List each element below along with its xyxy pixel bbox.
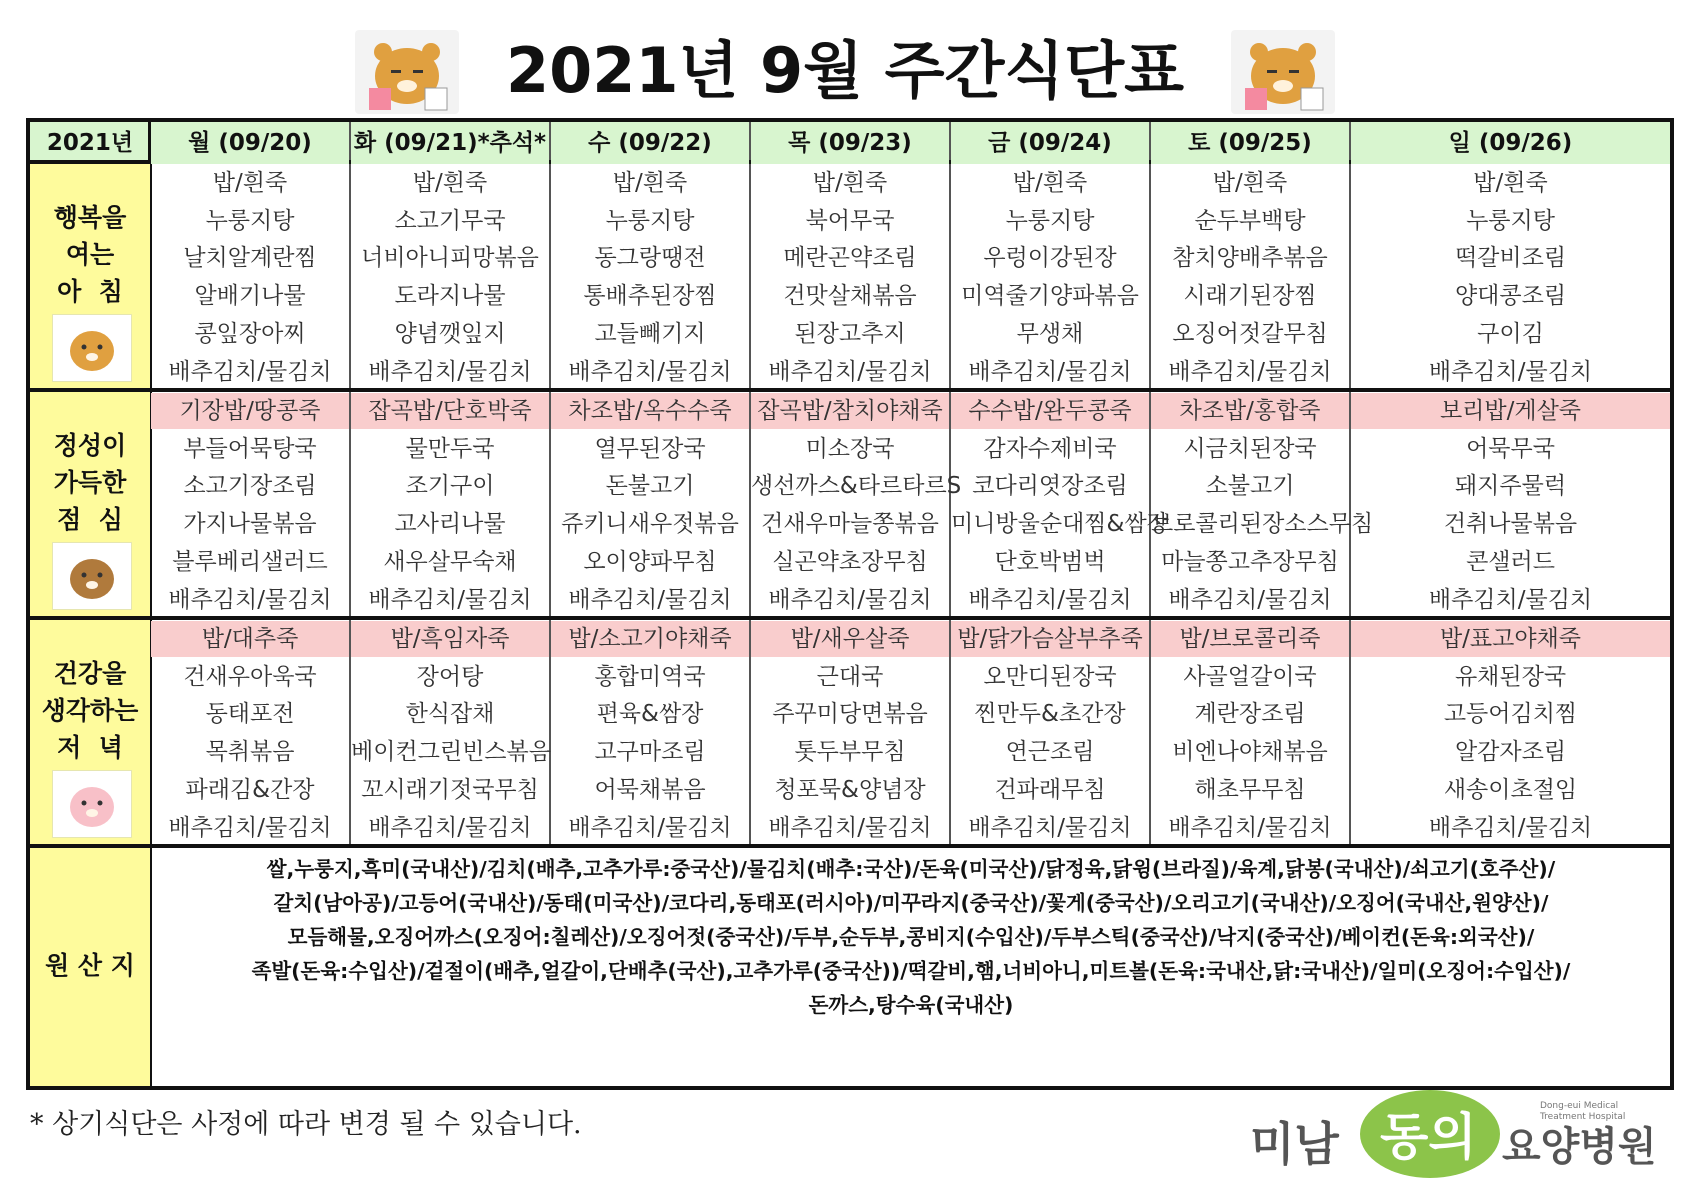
menu-item: 미니방울순대찜&쌈장 — [951, 511, 1169, 538]
menu-item: 마늘쫑고추장무침 — [1161, 548, 1339, 575]
menu-item: 어묵채볶음 — [594, 776, 706, 803]
menu-item: 알배기나물 — [194, 283, 306, 310]
header-day: 수 (09/22) — [551, 122, 749, 164]
menu-item: 블루베리샐러드 — [172, 548, 328, 575]
menu-item: 배추김치/물김치 — [968, 358, 1132, 385]
menu-item: 소고기무국 — [394, 207, 506, 234]
menu-item: 양대콩조림 — [1454, 283, 1567, 310]
menu-item: 어묵무국 — [1466, 435, 1555, 462]
menu-item: 미역줄기양파볶음 — [961, 283, 1139, 310]
menu-item: 배추김치/물김치 — [168, 814, 332, 841]
menu-item: 배추김치/물김치 — [368, 586, 532, 613]
menu-item: 계란장조림 — [1194, 701, 1306, 728]
menu-item: 고등어김치찜 — [1443, 701, 1578, 728]
menu-item: 잡곡밥/단호박죽 — [351, 393, 549, 429]
menu-item: 도라지나물 — [394, 283, 506, 310]
menu-item: 콘샐러드 — [1466, 548, 1555, 575]
menu-item: 밥/브로콜리죽 — [1151, 621, 1349, 657]
meal-label-line: 여는 — [65, 240, 115, 269]
menu-item: 수수밥/완두콩죽 — [951, 393, 1149, 429]
menu-item: 동태포전 — [205, 701, 295, 728]
menu-item: 목취볶음 — [205, 739, 295, 766]
weekly-menu-table — [26, 118, 1674, 1090]
menu-item: 누룽지탕 — [1466, 207, 1555, 234]
menu-item: 알감자조림 — [1454, 739, 1567, 766]
origin-label — [30, 848, 150, 1086]
menu-item: 근대국 — [816, 663, 884, 690]
meal-label — [30, 620, 150, 844]
menu-item: 밥/흰죽 — [1012, 170, 1088, 196]
ryan-character-icon — [1231, 30, 1335, 114]
origin-label-text: 원 산 지 — [45, 951, 135, 980]
menu-item: 배추김치/물김치 — [168, 358, 332, 385]
hospital-logo — [1240, 1082, 1670, 1182]
menu-item: 밥/흰죽 — [612, 170, 688, 196]
logo-text-left: 미남 — [1250, 1117, 1339, 1171]
origin-line: 쌀,누룽지,흑미(국내산)/김치(배추,고추가루:중국산)/물김치(배추:국산)/돈육(미국산)/닭정육,닭윙(브라질)/육계,닭봉(국내산)/쇠고기(호주산)/ — [266, 857, 1556, 881]
menu-item: 돼지주물럭 — [1454, 473, 1567, 500]
menu-item: 순두부백탕 — [1194, 207, 1306, 234]
header-day: 일 (09/26) — [1351, 122, 1670, 164]
menu-item: 톳두부무침 — [794, 739, 906, 766]
frodo-dog-icon — [52, 542, 132, 610]
menu-item: 차조밥/옥수수죽 — [551, 393, 749, 429]
menu-item: 밥/흰죽 — [1473, 170, 1548, 196]
menu-item: 배추김치/물김치 — [768, 586, 932, 613]
meal-label-line: 건강을 — [53, 659, 127, 688]
menu-item: 소불고기 — [1205, 473, 1295, 500]
origin-line: 갈치(남아공)/고등어(국내산)/동태(미국산)/코다리,동태포(러시아)/미꾸라지(중국산)/꽃게(중국산)/오리고기(국내산)/오징어(국내산,원양산)/ — [273, 891, 1549, 915]
menu-item: 배추김치/물김치 — [768, 814, 932, 841]
menu-item: 건새우아욱국 — [183, 663, 317, 690]
menu-item: 배추김치/물김치 — [168, 586, 332, 613]
menu-item: 밥/대추죽 — [151, 621, 349, 657]
menu-item: 배추김치/물김치 — [968, 586, 1132, 613]
logo-sub1: Dong-eui Medical — [1540, 1101, 1619, 1111]
menu-item: 편육&쌈장 — [596, 701, 704, 728]
menu-item: 시래기된장찜 — [1183, 283, 1317, 310]
menu-item: 열무된장국 — [594, 435, 706, 462]
meal-label-line: 행복을 — [53, 203, 127, 232]
menu-item: 오이양파무침 — [583, 548, 717, 575]
menu-item: 밥/흰죽 — [1212, 170, 1288, 196]
disclaimer-note: * 상기식단은 사정에 따라 변경 될 수 있습니다. — [30, 1109, 582, 1140]
header-corner: 2021년 — [30, 122, 150, 164]
menu-item: 배추김치/물김치 — [568, 586, 732, 613]
menu-item: 통배추된장찜 — [583, 283, 717, 310]
menu-item: 기장밥/땅콩죽 — [151, 393, 349, 429]
menu-item: 무생채 — [1016, 320, 1084, 347]
menu-item: 건파래무침 — [994, 776, 1106, 803]
menu-item: 찐만두&초간장 — [974, 701, 1126, 728]
menu-item: 오만디된장국 — [983, 663, 1117, 690]
logo-text-center: 동의 — [1380, 1108, 1477, 1166]
meal-label-line: 저 녁 — [57, 733, 123, 762]
menu-item: 조기구이 — [405, 473, 495, 500]
menu-item: 배추김치/물김치 — [1428, 586, 1593, 613]
menu-item: 밥/흰죽 — [212, 170, 288, 196]
meal-label-line: 생각하는 — [41, 696, 139, 725]
menu-item: 비엔나야채볶음 — [1172, 739, 1328, 766]
menu-item: 된장고추지 — [794, 320, 906, 347]
menu-item: 밥/표고야채죽 — [1351, 621, 1670, 657]
menu-item: 단호박범벅 — [994, 548, 1106, 575]
menu-item: 밥/흰죽 — [812, 170, 888, 196]
meal-label — [30, 164, 150, 388]
meal-label-line: 아 침 — [57, 277, 123, 306]
menu-item: 밥/소고기야채죽 — [551, 621, 749, 657]
menu-item: 새송이초절임 — [1443, 776, 1578, 803]
menu-item: 새우살무숙채 — [383, 548, 517, 575]
menu-item: 배추김치/물김치 — [568, 358, 732, 385]
menu-item: 꼬시래기젓국무침 — [361, 776, 539, 803]
meal-label — [30, 392, 150, 616]
menu-item: 건맛살채볶음 — [783, 283, 917, 310]
menu-item: 시금치된장국 — [1183, 435, 1317, 462]
menu-item: 감자수제비국 — [983, 435, 1117, 462]
meal-label-line: 점 심 — [57, 505, 123, 534]
menu-item: 밥/닭가슴살부추죽 — [951, 621, 1149, 657]
menu-item: 메란곤약조림 — [783, 245, 917, 272]
menu-item: 배추김치/물김치 — [368, 358, 532, 385]
menu-item: 누룽지탕 — [1005, 207, 1095, 234]
menu-item: 오징어젓갈무침 — [1172, 320, 1328, 347]
menu-item: 밥/흰죽 — [412, 170, 488, 196]
page-title: 2021년 9월 주간식단표 — [505, 34, 1185, 107]
menu-item: 홍합미역국 — [594, 663, 706, 690]
origin-line: 모듬해물,오징어까스(오징어:칠레산)/오징어젓(중국산)/두부,순두부,콩비지(수입산)/두부스틱(중국산)/낙지(중국산)/베이컨(돈육:외국산)/ — [287, 925, 1535, 949]
menu-item: 누룽지탕 — [205, 207, 295, 234]
menu-item: 배추김치/물김치 — [368, 814, 532, 841]
apeach-icon — [52, 770, 132, 838]
menu-item: 연근조림 — [1005, 739, 1095, 766]
menu-item: 돈불고기 — [605, 473, 695, 500]
header-day: 목 (09/23) — [751, 122, 949, 164]
menu-item: 파래김&간장 — [185, 776, 315, 803]
menu-item: 사골얼갈이국 — [1183, 663, 1317, 690]
menu-item: 베이컨그린빈스볶음 — [351, 739, 551, 766]
menu-item: 청포묵&양념장 — [774, 776, 926, 803]
menu-item: 배추김치/물김치 — [1428, 358, 1593, 385]
origin-info — [152, 848, 1670, 1086]
menu-item: 부들어묵탕국 — [183, 435, 317, 462]
origin-line: 족발(돈육:수입산)/겉절이(배추,얼갈이,단배추(국산),고추가루(중국산))/떡갈비,햄,너비아니,미트볼(돈육:국내산,닭:국내산)/일미(오징어:수입산)/ — [251, 959, 1571, 983]
meal-label-line: 정성이 — [53, 431, 127, 460]
menu-item: 건새우마늘쫑볶음 — [761, 511, 939, 538]
header-day: 화 (09/21)*추석* — [351, 122, 549, 164]
logo-text-right: 요양병원 — [1502, 1124, 1657, 1170]
ryan-bear-icon — [52, 314, 132, 382]
menu-item: 해초무무침 — [1194, 776, 1306, 803]
menu-item: 장어탕 — [416, 663, 484, 690]
menu-item: 미소장국 — [805, 435, 895, 462]
menu-item: 콩잎장아찌 — [194, 320, 306, 347]
menu-item: 배추김치/물김치 — [1428, 814, 1593, 841]
menu-item: 배추김치/물김치 — [968, 814, 1132, 841]
menu-item: 물만두국 — [405, 435, 495, 462]
menu-item: 고사리나물 — [394, 511, 506, 538]
header-day: 금 (09/24) — [951, 122, 1149, 164]
menu-item: 코다리엿장조림 — [972, 473, 1128, 500]
origin-line: 돈까스,탕수육(국내산) — [808, 993, 1014, 1017]
title-area — [355, 28, 1335, 114]
header-day: 토 (09/25) — [1151, 122, 1349, 164]
menu-item: 쥬키니새우젓볶음 — [561, 511, 739, 538]
menu-item: 밥/흑임자죽 — [351, 621, 549, 657]
logo-sub2: Treatment Hospital — [1540, 1112, 1626, 1122]
menu-item: 배추김치/물김치 — [1168, 586, 1332, 613]
menu-item: 유채된장국 — [1454, 663, 1567, 690]
meal-label-line: 가득한 — [53, 468, 127, 497]
menu-item: 보리밥/게살죽 — [1351, 393, 1670, 429]
menu-item: 잡곡밥/참치야채죽 — [751, 393, 949, 429]
menu-item: 동그랑땡전 — [594, 245, 706, 272]
menu-item: 너비아니피망볶음 — [361, 245, 539, 272]
menu-item: 주꾸미당면볶음 — [772, 701, 928, 728]
menu-item: 소고기장조림 — [183, 473, 317, 500]
menu-item: 우렁이강된장 — [983, 245, 1117, 272]
menu-item: 배추김치/물김치 — [768, 358, 932, 385]
menu-item: 차조밥/홍합죽 — [1151, 393, 1349, 429]
menu-item: 가지나물볶음 — [183, 511, 317, 538]
menu-item: 건취나물볶음 — [1443, 511, 1578, 538]
menu-item: 떡갈비조림 — [1454, 245, 1567, 272]
menu-item: 누룽지탕 — [605, 207, 695, 234]
ryan-character-icon — [355, 30, 459, 114]
menu-item: 밥/새우살죽 — [751, 621, 949, 657]
menu-item: 배추김치/물김치 — [568, 814, 732, 841]
header-day: 월 (09/20) — [151, 122, 349, 164]
menu-item: 참치양배추볶음 — [1172, 245, 1328, 272]
menu-item: 배추김치/물김치 — [1168, 814, 1332, 841]
menu-item: 날치알계란찜 — [183, 245, 317, 272]
menu-item: 브로콜리된장소스무침 — [1151, 511, 1374, 538]
menu-item: 북어무국 — [805, 207, 895, 234]
menu-item: 생선까스&타르타르S — [751, 473, 962, 500]
menu-item: 고들빼기지 — [594, 320, 706, 347]
menu-item: 한식잡채 — [405, 701, 495, 728]
menu-item: 양념깻잎지 — [394, 320, 506, 347]
menu-item: 배추김치/물김치 — [1168, 358, 1332, 385]
menu-item: 구이김 — [1477, 320, 1544, 347]
menu-item: 고구마조림 — [594, 739, 706, 766]
menu-item: 실곤약초장무침 — [772, 548, 928, 575]
